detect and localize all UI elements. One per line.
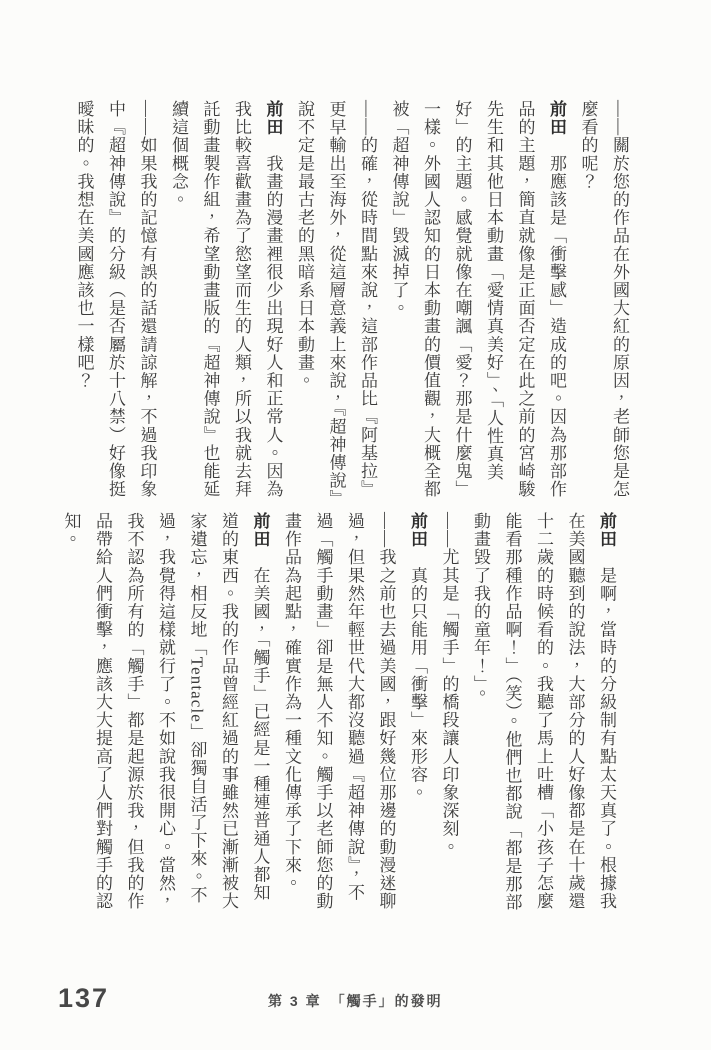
- chapter-title: 第 3 章 「觸手」的發明: [268, 993, 443, 1009]
- question-paragraph: ——尤其是「觸手」的橋段讓人印象深刻。: [439, 512, 459, 856]
- speaker-name: 前田: [547, 100, 566, 155]
- answer-paragraph: 前田 真的只能用「衝擊」來形容。: [408, 512, 427, 802]
- question-paragraph: ——我之前也去過美國，跟好幾位那邊的動漫迷聊過，但果然年輕世代大都沒聽過『超神傳說』，不過「觸手動畫」卻是無人不知。觸手以老師您的動畫作品為起點，確實作為一種文化傳承了下來。: [282, 512, 396, 911]
- question-paragraph: ——如果我的記憶有誤的話還請諒解，不過我印象中『超神傳說』的分級（是否屬於十八禁）好像挺曖昧的。我想在美國應該也一樣吧？: [74, 100, 157, 499]
- interview-section-top: [68, 100, 635, 502]
- question-paragraph: ——的確，從時間點來說，這部作品比『阿基拉』更早輸出至海外，從這層意義上來說，『超神傳說』說不定是最古老的黑暗系日本動畫。: [295, 100, 377, 500]
- speaker-name: 前田: [597, 512, 616, 567]
- answer-paragraph: 前田 那應該是「衝擊感」造成的吧。因為那部作品的主題，簡直就像是正面否定在此之前的宮崎駿先生和其他日本動畫「愛情真美好」、「人性真美好」的主題。感覺就像在嘲諷「愛？那是什麼鬼」一樣。外國人認知的日本動畫的價值觀，大概全都被「超神傳說」毀滅掉了。: [389, 100, 566, 499]
- speaker-name: 前田: [250, 512, 270, 567]
- interview-section-bottom: [55, 512, 622, 914]
- answer-paragraph: 前田 我畫的漫畫裡很少出現好人和正常人。因為我比較喜歡畫為了慾望而生的人類，所以我就去拜託動畫製作組，希望動畫版的『超神傳說』也能延續這個概念。: [169, 100, 283, 499]
- speaker-name: 前田: [408, 512, 427, 567]
- answer-paragraph: 前田 是啊，當時的分級制有點太天真了。根據我在美國聽到的說法，大部分的人好像都是在十歲還十二歲的時候看的。我聽了馬上吐槽「小孩子怎麼能看那種作品啊！」（笑）。他們也都說「都是那部動畫毀了我的童年！」。: [471, 512, 616, 912]
- question-paragraph: ——關於您的作品在外國大紅的原因，老師您是怎麼看的呢？: [578, 100, 629, 499]
- speaker-name: 前田: [263, 100, 283, 155]
- answer-paragraph: 前田 在美國，「觸手」已經是一種連普通人都知道的東西。我的作品曾經紅過的事雖然已漸漸被大家遺忘，相反地「Tentacle」卻獨自活了下來。不過，我覺得這樣就行了。不如說我很開心。當然，我不認為所有的「觸手」都是起源於我，但我的作品帶給人們衝擊，應該大大提高了人們對觸手的認知。: [61, 512, 270, 911]
- page-number: 137: [58, 983, 110, 1013]
